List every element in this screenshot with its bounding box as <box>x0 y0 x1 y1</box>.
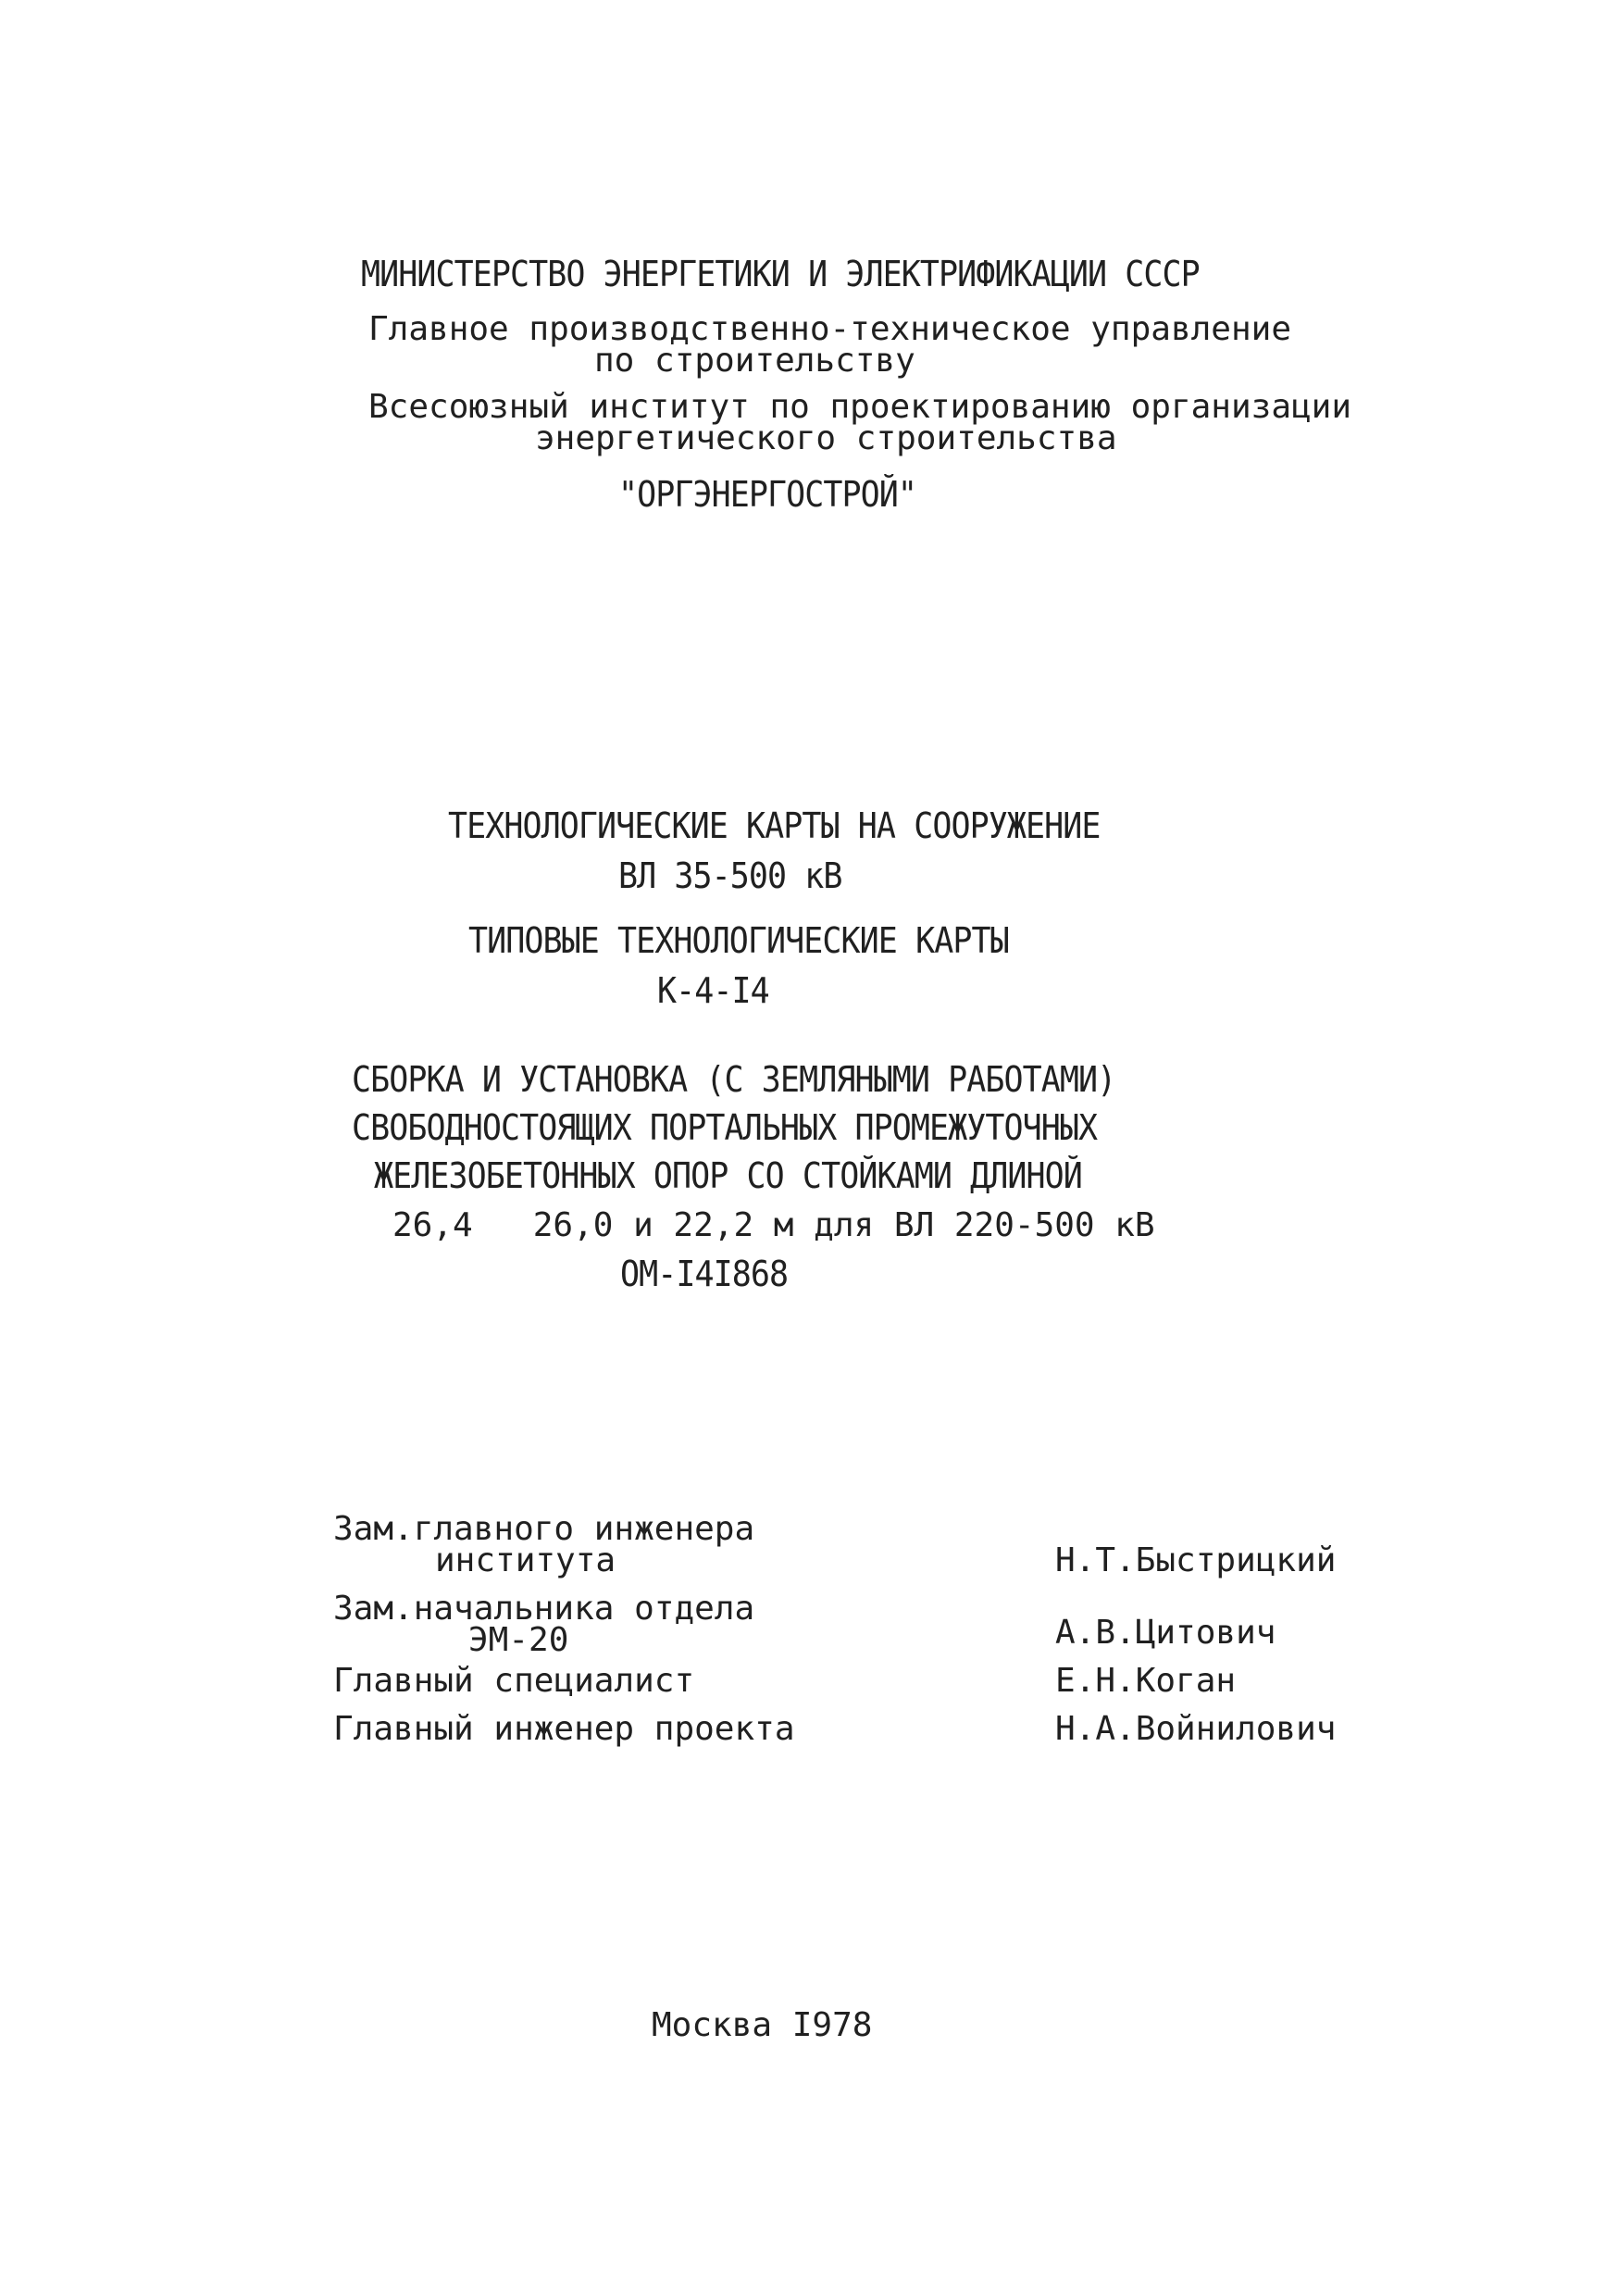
series-title-line-2: ВЛ 35-500 кВ <box>618 855 842 896</box>
type-title: ТИПОВЫЕ ТЕХНОЛОГИЧЕСКИЕ КАРТЫ <box>468 920 1009 961</box>
directorate-line-1: Главное производственно-техническое управление <box>368 310 1291 348</box>
signatory-role: Главный инженер проекта <box>333 1710 795 1748</box>
signatory-role-continued: института <box>435 1541 616 1579</box>
signatory-role: Зам.начальника отдела <box>333 1590 755 1628</box>
signatory-name: Н.А.Войнилович <box>1055 1710 1337 1748</box>
document-number: ОМ-I4I868 <box>620 1254 789 1294</box>
institute-line-2: энергетического строительства <box>535 419 1117 457</box>
signatory-name: Н.Т.Быстрицкий <box>1055 1541 1337 1579</box>
directorate-line-2: по строительству <box>594 342 915 380</box>
series-title-line-1: ТЕХНОЛОГИЧЕСКИЕ КАРТЫ НА СООРУЖЕНИЕ <box>448 805 1101 846</box>
subject-line-1: СБОРКА И УСТАНОВКА (С ЗЕМЛЯНЫМИ РАБОТАМИ) <box>352 1059 1116 1100</box>
subject-line-2: СВОБОДНОСТОЯЩИХ ПОРТАЛЬНЫХ ПРОМЕЖУТОЧНЫХ <box>352 1107 1098 1148</box>
institute-name: "ОРГЭНЕРГОСТРОЙ" <box>618 474 917 515</box>
signatory-role-continued: ЭМ-20 <box>468 1621 569 1659</box>
ministry-name: МИНИСТЕРСТВО ЭНЕРГЕТИКИ И ЭЛЕКТРИФИКАЦИИ СССР <box>361 254 1200 294</box>
institute-line-1: Всесоюзный институт по проектированию организации <box>368 388 1352 426</box>
signatory-role: Зам.главного инженера <box>333 1510 755 1548</box>
place-and-year: Москва I978 <box>652 2006 873 2044</box>
subject-line-4: 26,4 26,0 и 22,2 м для ВЛ 220-500 кВ <box>392 1206 1155 1244</box>
subject-line-3: ЖЕЛЕЗОБЕТОННЫХ ОПОР СО СТОЙКАМИ ДЛИНОЙ <box>374 1155 1082 1196</box>
signatory-role: Главный специалист <box>333 1662 695 1700</box>
card-code: К-4-I4 <box>657 970 769 1011</box>
signatory-name: Е.Н.Коган <box>1055 1662 1237 1700</box>
signatory-name: А.В.Цитович <box>1055 1614 1276 1652</box>
